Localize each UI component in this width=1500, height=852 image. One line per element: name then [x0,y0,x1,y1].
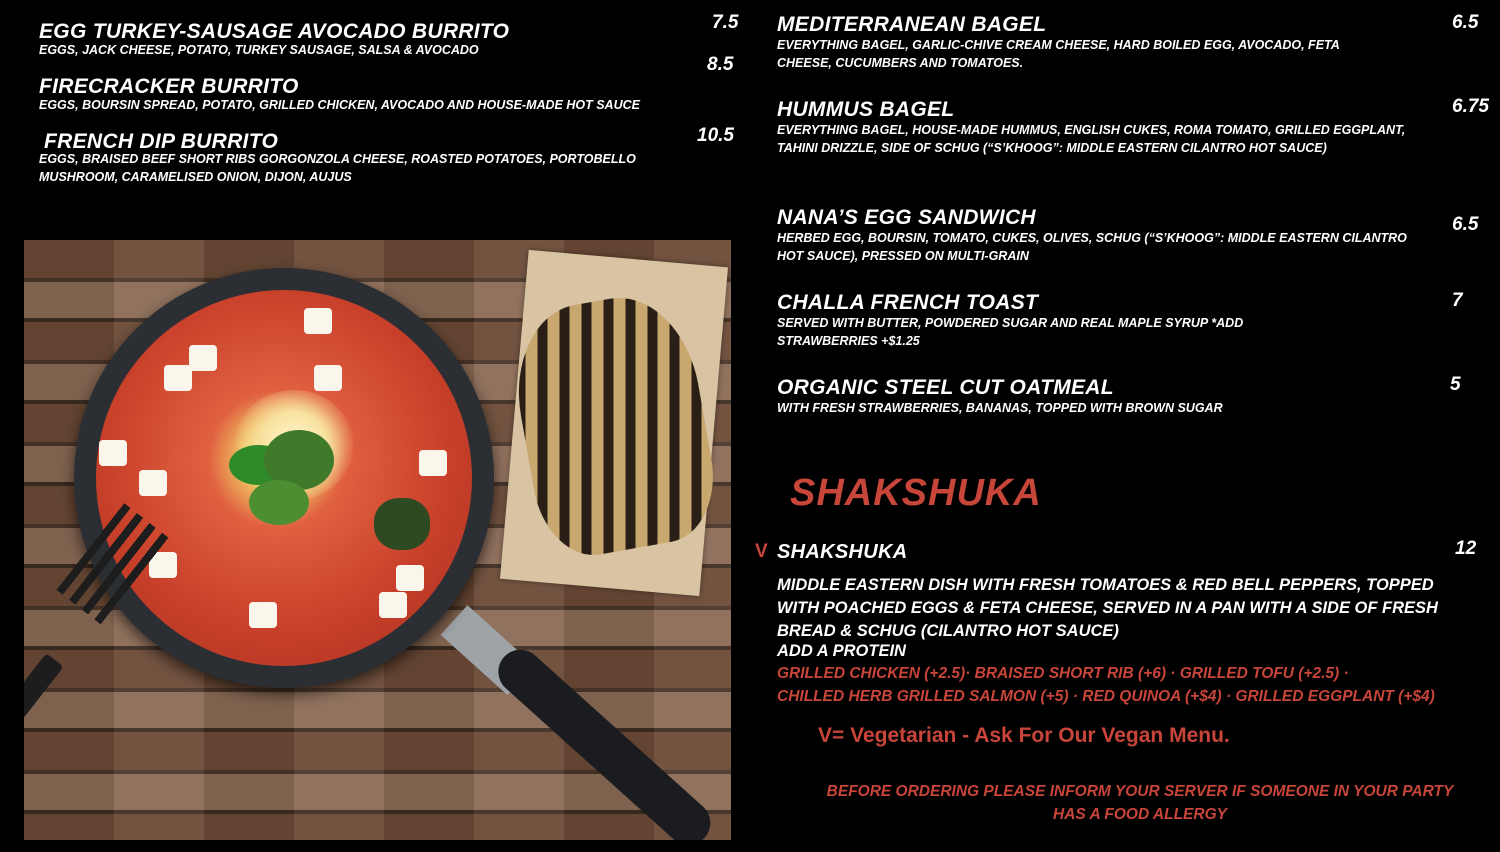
item-price: 8.5 [707,54,734,75]
item-title: FIRECRACKER BURRITO [39,75,299,98]
allergy-notice-line-1: BEFORE ORDERING PLEASE INFORM YOUR SERVER IF SOMEONE IN YOUR PARTY [826,783,1454,800]
item-price: 6.5 [1452,12,1479,33]
item-price: 7 [1452,290,1463,311]
item-description: EGGS, BRAISED BEEF SHORT RIBS GORGONZOLA CHEESE, ROASTED POTATOES, PORTOBELLO MUSHROOM, CARAMELISED ONION, DIJON, AUJUS [39,152,636,184]
item-description: EVERYTHING BAGEL, HOUSE-MADE HUMMUS, ENGLISH CUKES, ROMA TOMATO, GRILLED EGGPLANT, TAHINI DRIZZLE, SIDE OF SCHUG (“S’KHOOG”: MIDDLE EASTERN CILANTRO HOT SAUCE) [777,123,1406,155]
item-title: ORGANIC STEEL CUT OATMEAL [777,376,1114,399]
item-title: HUMMUS BAGEL [777,98,955,121]
item-description: HERBED EGG, BOURSIN, TOMATO, CUKES, OLIVES, SCHUG (“S’KHOOG”: MIDDLE EASTERN CILANTRO HOT SAUCE), PRESSED ON MULTI-GRAIN [777,231,1407,263]
item-price: 6.5 [1452,214,1479,235]
item-price: 5 [1450,374,1461,395]
add-protein-label: ADD A PROTEIN [777,642,906,660]
shakshuka-item-title: SHAKSHUKA [777,541,908,563]
allergy-notice-line-2: HAS A FOOD ALLERGY [1053,806,1227,823]
shakshuka-price: 12 [1455,538,1477,559]
item-title: EGG TURKEY-SAUSAGE AVOCADO BURRITO [39,20,510,43]
shakshuka-photo [24,240,731,840]
item-title: FRENCH DIP BURRITO [44,130,279,153]
shakshuka-description: MIDDLE EASTERN DISH WITH FRESH TOMATOES & RED BELL PEPPERS, TOPPED WITH POACHED EGGS & FETA CHEESE, SERVED IN A PAN WITH A SIDE OF FRESH BREAD & SCHUG (CILANTRO HOT SAUCE) [777,576,1438,640]
item-price: 10.5 [697,125,734,146]
item-price: 6.75 [1452,96,1489,117]
item-title: NANA’S EGG SANDWICH [777,206,1036,229]
item-price: 7.5 [712,12,739,33]
protein-options-line-2: CHILLED HERB GRILLED SALMON (+5) · RED QUINOA (+$4) · GRILLED EGGPLANT (+$4) [777,688,1435,705]
item-description: EGGS, BOURSIN SPREAD, POTATO, GRILLED CHICKEN, AVOCADO AND HOUSE-MADE HOT SAUCE [39,98,640,112]
item-description: WITH FRESH STRAWBERRIES, BANANAS, TOPPED WITH BROWN SUGAR [777,401,1223,415]
protein-options-line-1: GRILLED CHICKEN (+2.5)· BRAISED SHORT RIB (+6) · GRILLED TOFU (+2.5) · [777,665,1349,682]
allergy-notice [780,780,1500,826]
vegetarian-marker: V [755,541,768,562]
section-title-shakshuka: SHAKSHUKA [790,472,1042,514]
item-title: MEDITERRANEAN BAGEL [777,13,1047,36]
item-description: SERVED WITH BUTTER, POWDERED SUGAR AND REAL MAPLE SYRUP *ADD STRAWBERRIES +$1.25 [777,316,1244,348]
vegetarian-legend: V= Vegetarian - Ask For Our Vegan Menu. [818,724,1230,747]
item-description: EGGS, JACK CHEESE, POTATO, TURKEY SAUSAGE, SALSA & AVOCADO [39,43,479,57]
item-title: CHALLA FRENCH TOAST [777,291,1039,314]
item-description: EVERYTHING BAGEL, GARLIC-CHIVE CREAM CHEESE, HARD BOILED EGG, AVOCADO, FETA CHEESE, CUCUMBERS AND TOMATOES. [777,38,1340,70]
